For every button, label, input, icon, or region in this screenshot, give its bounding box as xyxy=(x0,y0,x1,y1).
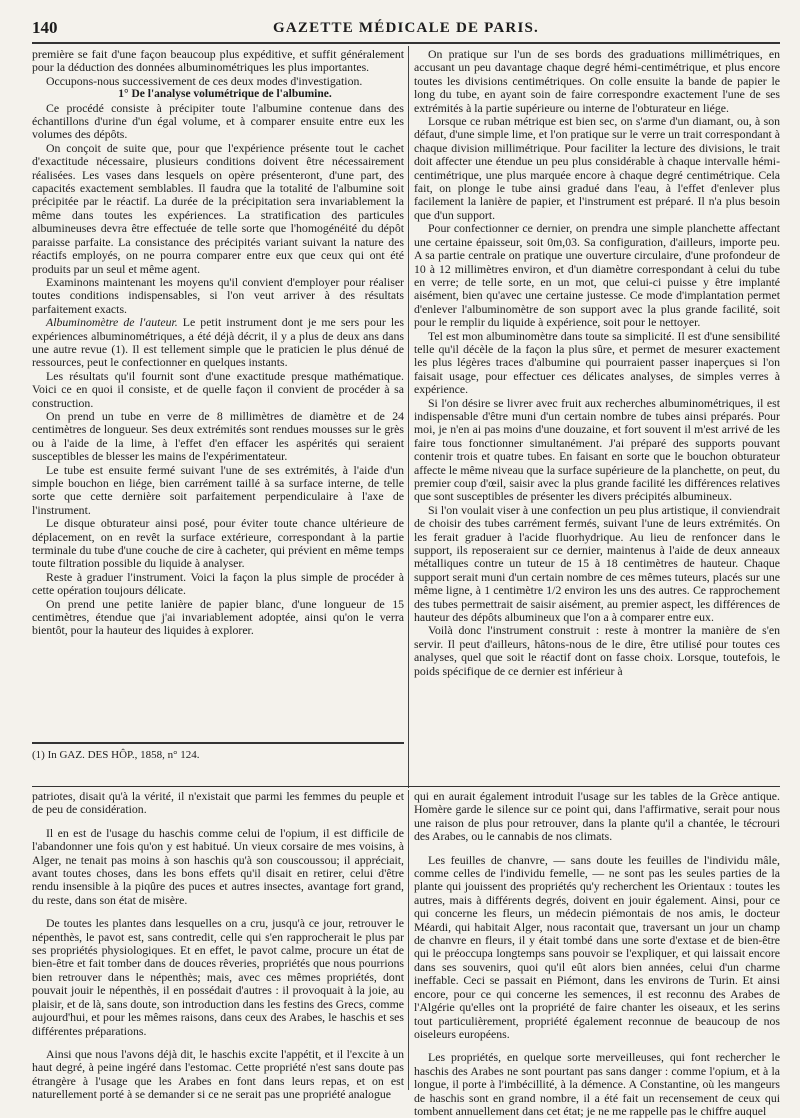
column-top-left xyxy=(32,48,404,736)
paragraph: On pratique sur l'un de ses bords des graduations millimétriques, en accusant un peu davantage chaque degré hémi-centimétrique, et plus encore toutes les divisions centimétriques. On colle ensuite la bande de papier le long du tube, en ayant soin de faire correspondre exactement l'une de ses extrémités à la partie supérieure ou interne de l'obturateur en liége. xyxy=(414,47,780,115)
paragraph: Le tube est ensuite fermé suivant l'une de ses extrémités, à l'aide d'un simple bouchon en liége, bien carrément taillé à sa surface interne, de telle sorte que cette dernière soit parfaitement perpendiculaire à l'axe de l'instrument. xyxy=(32,462,404,517)
italic-subheading: Albuminomètre de l'auteur. xyxy=(46,315,178,330)
paragraph: Occupons-nous successivement de ces deux modes d'investigation. xyxy=(46,73,363,88)
column-top-right xyxy=(414,48,780,788)
paragraph: Ce procédé consiste à précipiter toute l'albumine contenue dans des échantillons d'urine d'un égal volume, et à comparer ensuite entre eux les volumes des dépôts. xyxy=(32,100,404,142)
paragraph: De toutes les plantes dans lesquelles on a cru, jusqu'à ce jour, retrouver le népenthès, le pavot est, sans contredit, celle qui s'en rapprocherait le plus par ses propriétés physiologiques. Et en effet, le pavot calme, procure un état de bien-être et fait tomber dans de douces rêveries, propriétés que nous pourrions bien retrouver dans le népenthès; mais, avec ces mêmes propriétés, dont pouvait jouir le népenthès, il en possédait d'autres : il provoquait à la joie, au plaisir, et de là, sans doute, son introduction dans les festins des Grecs, comme aujourd'hui, et pour les mêmes raisons, dans ceux des Arabes, le haschis et ses différentes préparations. xyxy=(32,916,404,1038)
footnote: (1) In GAZ. DES HÔP., 1858, n° 124. xyxy=(32,749,200,761)
paragraph: Les feuilles de chanvre, — sans doute les feuilles de l'individu mâle, comme celles de l'individu femelle, — ne sont pas les seules parties de la plante qui jouissent des propriétés qu'y recherchent les Orientaux : toutes les autres, mais à différents degrés, doivent en jouir également. Ainsi, pour ce qui concerne les fleurs, un médecin piémontais de nos amis, le docteur Méardi, qui habitait Alger, nous racontait que, traversant un jour un champ de chanvre en fleurs, il y était tombé dans une sorte d'extase et de bien-être qui le préoccupa longtemps sans pouvoir se l'expliquer, et qui laissait encore dans ses souvenirs, quoi qu'il eût alors bien années, celui d'un charme ineffable. Ceci se passait en Piémont, dans les environs de Turin. Et ainsi encore, pour ce qui concerne les semences, il est reconnu des Arabes de l'Algérie qu'elles ont la propriété de faire chanter les oiseaux, et les serins tout particulièrement, propriété également reconnue de beaucoup de nos oiseleurs européens. xyxy=(414,852,780,1041)
footnote-rule xyxy=(32,742,404,744)
paragraph: On conçoit de suite que, pour que l'expérience présente tout le cachet d'exactitude nécessaire, plusieurs conditions doivent être nécessairement réalisées. Les vases dans lesquels on opère présenteront, d'une part, des capacités exactement semblables. Il faudra que la totalité de l'albumine soit précipitée par le réactif. La durée de la précipitation sera invariablement la même dans toutes les expériences. La stratification des particules albumineuses devra être effectuée de telle sorte que l'homogénéité du dépôt paraisse parfaite. La consistance des précipités variant suivant la nature des réactifs employés, on ne pourra comparer entre eux que ceux qui ont été produits par un seul et même agent. xyxy=(32,140,404,276)
paragraph: Lorsque ce ruban métrique est bien sec, on s'arme d'un diamant, ou, à son défaut, d'une simple lime, et l'on pratique sur le verre un trait correspondant à chaque division millimétrique. Pour faciliter la lecture des divisions, le trait doit affecter une étendue un peu plus considérable à chaque intervalle hémi-centimétrique, une plus marquée encore à chaque degré centimétrique. Cela fait, on plonge le tube ainsi gradué dans l'eau, à l'effet d'enlever plus facilement la lanière de papier, et l'instrument est préparé. Il n'a plus besoin que d'un support. xyxy=(414,114,780,222)
paragraph: On prend une petite lanière de papier blanc, d'une longueur de 15 centimètres, étendue que j'ai invariablement adoptée, ainsi qu'on le verra bientôt, pour la hauteur des liquides à explorer. xyxy=(32,596,404,638)
page-header xyxy=(32,18,780,40)
paragraph: Reste à graduer l'instrument. Voici la façon la plus simple de procéder à cette opération toujours délicate. xyxy=(32,569,404,598)
paragraph: On prend un tube en verre de 8 millimètres de diamètre et de 24 centimètres de longueur. Ses deux extrémités sont rendues mousses sur le grès ou à l'aide de la lime, à l'effet d'en effacer les aspérités qui seraient susceptibles de blesser les mains de l'expérimentateur. xyxy=(32,408,404,464)
header-rule xyxy=(32,42,780,44)
paragraph: Les propriétés, en quelque sorte merveilleuses, qui font rechercher le haschis des Arabes ne sont pourtant pas sans danger : comme l'opium, et à la longue, il porte à l'imbécillité, à la démence. A Constantine, où les mangeurs de haschis sont en grand nombre, il a été fait un recensement de ceux qui tombent annuellement dans cet état; je ne me rappelle pas le chiffre auquel xyxy=(414,1050,780,1118)
column-divider xyxy=(408,46,409,788)
column-divider xyxy=(408,790,409,1090)
paragraph: Les résultats qu'il fournit sont d'une exactitude presque mathématique. Voici ce en quoi il consiste, et de quelle façon il convient de procéder à sa construction. xyxy=(32,368,404,410)
paragraph xyxy=(32,316,404,370)
paragraph: Tel est mon albuminomètre dans toute sa simplicité. Il est d'une sensibilité telle qu'il décèle de la façon la plus sûre, et permet de mesurer exactement les plus légères traces d'albumine qui pourraient passer inaperçues si l'on faisait usage, pour effectuer ces délicates analyses, de simples verres à expérience. xyxy=(414,328,780,397)
section-heading: 1° De l'analyse volumétrique de l'albumine. xyxy=(118,88,332,101)
paragraph: Examinons maintenant les moyens qu'il convient d'employer pour réaliser toutes conditions indispensables, si l'on veut arriver à des résultats parfaitement exacts. xyxy=(32,274,404,316)
paragraph: première se fait d'une façon beaucoup plus expéditive, et suffit généralement pour la déduction des données albuminométriques les plus importantes. xyxy=(32,47,404,75)
paragraph: Si l'on désire se livrer avec fruit aux recherches albuminométriques, il est indispensable d'être muni d'un certain nombre de tubes ainsi préparés. Pour moi, je n'en ai pas moins d'une douzaine, et fort souvent il m'est arrivé de les faire tous fonctionner simultanément. J'ai préparé des supports pouvant contenir trois et quatre tubes. En faisant en sorte que le bouchon obturateur affecte le même niveau que la surface supérieure de la planchette, on peut, du premier coup d'œil, saisir avec la plus grande facilité les différences relatives que sont susceptibles de présenter les divers précipités albumineux. xyxy=(414,395,780,504)
paragraph: Il en est de l'usage du haschis comme celui de l'opium, il est difficile de l'abandonner une fois qu'on y est habitué. Un vieux corsaire de mes voisins, à Alger, ne tenait pas moins à son haschis qu'à son couscoussou; il appréciait, avant toutes choses, dans les bons effets qu'il disait en retirer, celui d'être rendu insensible à la piqûre des puces et autres insectes, avantage fort grand, du reste, dans son état de misère. xyxy=(32,825,404,907)
paragraph: Ainsi que nous l'avons déjà dit, le haschis excite l'appétit, et il l'excite à un haut degré, à peine ingéré dans l'estomac. Cette propriété n'est sans doute pas étrangère à l'usage que les Arabes en font dans leurs repas, et on est naturellement porté à se demander si ce ne serait pas une propriété analogue xyxy=(32,1046,404,1102)
paragraph: patriotes, disait qu'à la vérité, il n'existait que parmi les femmes du peuple et de peu de considération. xyxy=(32,789,404,817)
paragraph-text: Le petit instrument dont je me sers pour les expériences albuminométriques, a été déjà décrit, il y a plus de deux ans dans une autre revue (1). Il est tellement simple que le praticien le plus dénué de ressources, peut le confectionner en quelques instants. xyxy=(32,315,404,370)
column-bottom-left xyxy=(32,789,404,1102)
paragraph: Pour confectionner ce dernier, on prendra une simple planchette affectant une certaine épaisseur, soit 0m,03. Sa configuration, d'ailleurs, importe peu. A sa partie centrale on pratique une ouverture circulaire, d'une profondeur de 10 à 12 millimètres environ, et d'un diamètre correspondant à celui du tube en verre; de telle sorte, en un mot, que celui-ci puisse y être implanté aisément, bien qu'avec une certaine justesse. Ce mode d'implantation permet d'enlever l'albuminomètre de son support avec la plus grande facilité, soit pour le remplir du liquide à expérience, soit pour le nettoyer. xyxy=(414,221,780,330)
column-bottom-right xyxy=(414,789,780,1118)
page-number: 140 xyxy=(32,18,58,37)
paragraph: Voilà donc l'instrument construit : reste à montrer la manière de s'en servir. Il peut d'ailleurs, hâtons-nous de le dire, être utilisé pour toutes ces analyses, quel que soit le réactif dont on fasse choix. Lorsque, toutefois, le poids spécifique de ce dernier est inférieur à xyxy=(414,623,780,678)
section-divider xyxy=(32,786,780,787)
paragraph: Si l'on voulait viser à une confection un peu plus artistique, il conviendrait de choisir des tubes carrément fermés, suivant l'une de leurs extrémités. On les ferait graduer à l'acide fluorhydrique. Au lieu de renfoncer dans le support, ils reposeraient sur ce dernier, maintenus à l'aide de deux anneaux métalliques contre un tuteur de 15 à 18 centimètres de hauteur. Chaque support serait muni d'un certain nombre de ces mêmes tuteurs, placés sur une même ligne, à 1 centimètre 1/2 environ les uns des autres. Ce rapprochement des tubes permettrait de saisir aisément, au premier aspect, les différences de hauteur des dépôts albumineux que l'on a à comparer entre eux. xyxy=(414,502,780,625)
page-title: GAZETTE MÉDICALE DE PARIS. xyxy=(273,20,539,36)
paragraph: Le disque obturateur ainsi posé, pour éviter toute chance ultérieure de déplacement, on en revêt la surface extérieure, correspondant à la partie terminale du tube d'une couche de cire à cacheter, qui prévient en même temps toute filtration possible du liquide à analyser. xyxy=(32,516,404,571)
paragraph: qui en aurait également introduit l'usage sur les tables de la Grèce antique. Homère garde le silence sur ce point qui, dans l'affirmative, serait pour nous une raison de plus pour retrouver, dans la plante qu'il a chantée, le técrouri des Arabes, ou le cannabis de nos climats. xyxy=(414,789,780,844)
